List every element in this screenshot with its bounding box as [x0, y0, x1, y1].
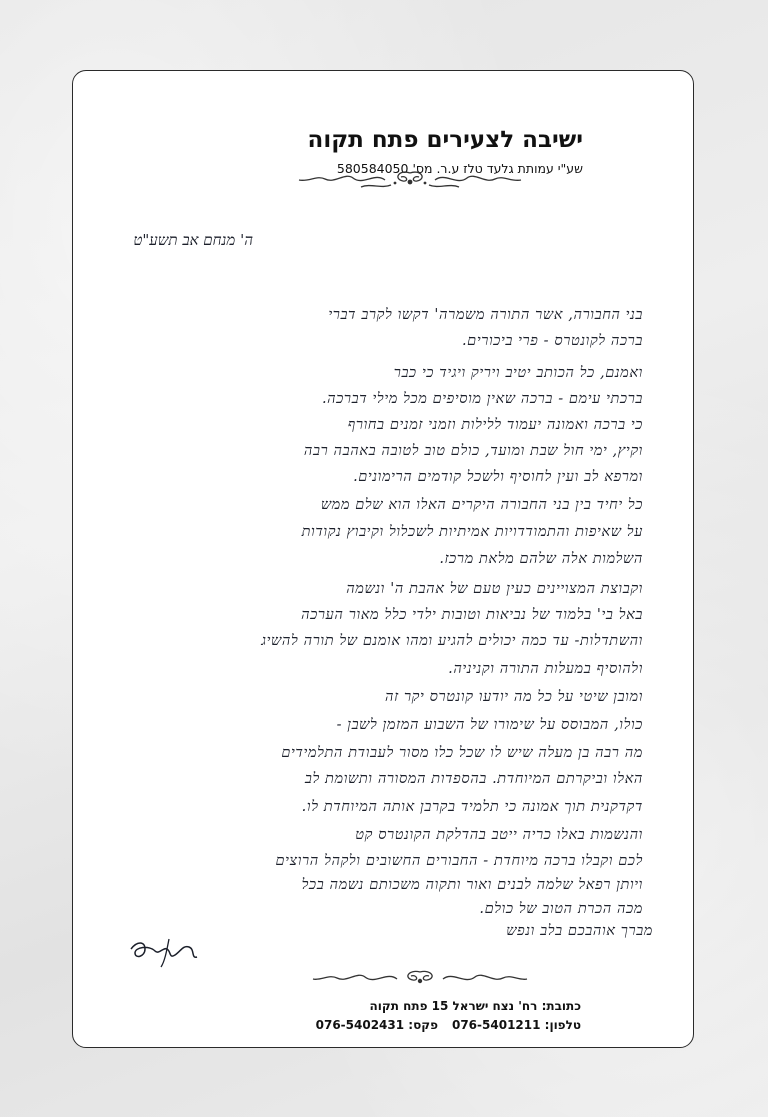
letter-line: על שאיפות והתמודדויות אמיתיות לשכלול וקיבוץ נקודות [301, 524, 643, 540]
handwritten-signature [125, 935, 205, 969]
letter-sheet [72, 70, 694, 1048]
footer-address: כתובת: רח' נצח ישראל 15 פתח תקוה [369, 999, 581, 1013]
letter-line: ברכה לקונטרס - פרי ביכורים. [461, 333, 643, 349]
letter-line: והנשמות באלו כריה ייטב בהדלקת הקונטרס קט [355, 827, 643, 843]
letter-line: באל בי' בלמוד של נביאות וטובות ילדי כלל מאור הערכה [301, 607, 643, 623]
letter-line: ומובן שיטי על כל מה יודעו קונטרס יקר זה [385, 689, 643, 705]
letter-line: וקיץ, ימי חול שבת ומועד, כולם טוב לטובה באהבה רבה [303, 443, 643, 459]
footer-contact [316, 1018, 581, 1032]
letter-line: ומרפא לב ועין לחוסיף ולשכל קודמים הרימונים. [353, 469, 643, 485]
letter-line: ברכתי עימם - ברכה שאין מוסיפים מכל מילי דברכה. [321, 391, 643, 407]
letter-line: בני החבורה, אשר התורה משמרה' דקשו לקרב דברי [328, 307, 643, 323]
header-ornament-icon [295, 169, 525, 191]
letter-line: ואמנם, כל הכותב יטיב ויריק ויגיד כי כבר [393, 365, 643, 381]
letter-line: כי ברכה ואמונה יעמוד ללילות וזמני זמנים בחורף [347, 417, 643, 433]
letter-line: ויותן רפאל שלמה לבנים ואור ותקוה משכותם נשמה בכל [301, 877, 643, 893]
letter-closing: מברך אוהבכם בלב ונפש [506, 923, 653, 939]
letter-line: וקבוצת המצויינים כעין טעם של אהבת ה' ונשמה [346, 581, 643, 597]
footer-fax: פקס: 076-5402431 [315, 1018, 438, 1032]
letter-date: ה' מנחם אב תשע"ט [133, 231, 253, 249]
footer-phone: טלפון: 076-5401211 [451, 1018, 581, 1032]
letter-line: מכה הכרת הטוב של כולם. [479, 901, 643, 917]
letter-line: דקדקנית תוך אמונה כי תלמיד בקרבן אותה המיוחדת לו. [301, 799, 643, 815]
letter-line: האלו וביקרתם המיוחדת. בהספדות המסורה ותשומת לב [304, 771, 643, 787]
footer-ornament-icon [311, 969, 529, 989]
letter-line: והשתדלות- עד כמה יכולים להגיע ומהו אומנם של תורה להשיג [261, 633, 643, 649]
letter-line: השלמות אלה שלהם מלאת מרכז. [439, 551, 643, 567]
letter-line: כולו, המבוסס על שימורו של השבוע המזמן לשבן - [336, 717, 643, 733]
letter-line: לכם וקבלו ברכה מיוחדת - החבורים החשובים ולקהל הרוצים [275, 853, 643, 869]
letter-line: כל יחיד בין בני החבורה היקרים האלו הוא שלם ממש [320, 497, 643, 513]
organization-name: ישיבה לצעירים פתח תקוה [307, 127, 583, 153]
letter-line: מה רבה בן מעלה שיש לו שכל כלו מסור לעבודת התלמידים [281, 745, 643, 761]
organization-subline: שע"י עמותת גלעד טלז ע.ר. מס' 580584050 [336, 161, 583, 176]
letter-line: ולהוסיף במעלות התורה וקניניה. [448, 661, 643, 677]
